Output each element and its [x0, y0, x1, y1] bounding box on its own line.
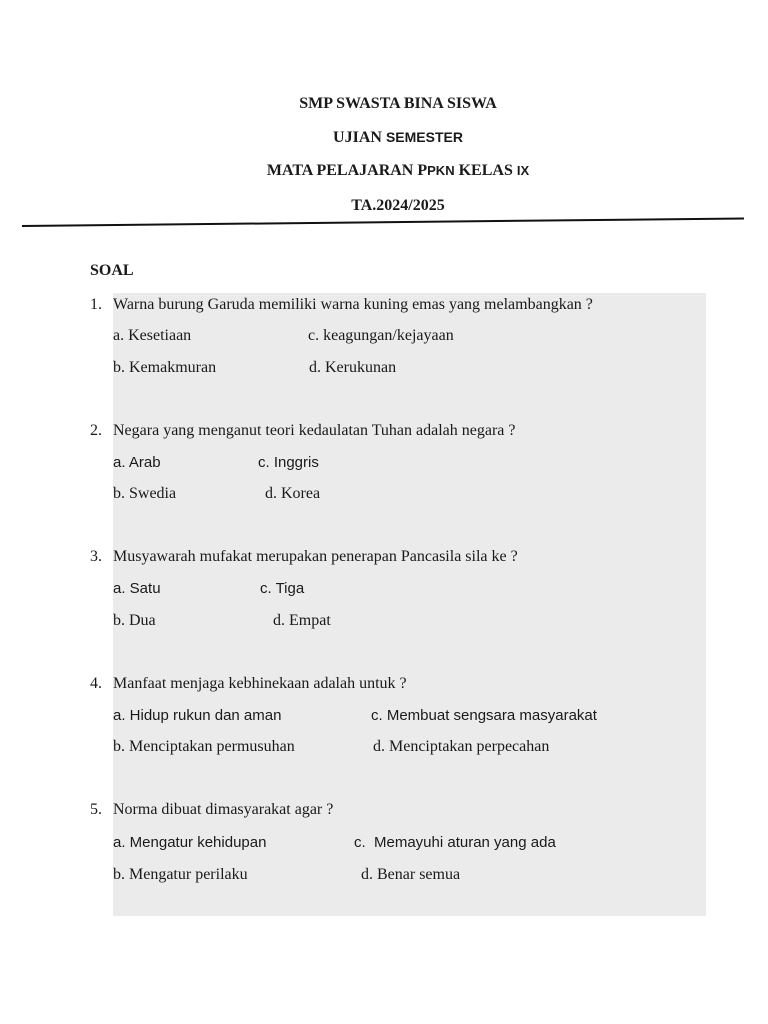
q2-option-d: d. Korea	[265, 485, 321, 502]
question-number: 1.	[90, 296, 102, 313]
q2-option-b: b. Swedia	[113, 485, 177, 502]
question-text: Negara yang menganut teori kedaulatan Tuhan adalah negara ?	[113, 422, 516, 439]
q1-option-b: b. Kemakmuran	[113, 359, 217, 376]
question-text: Norma dibuat dimasyarakat agar ?	[113, 801, 334, 818]
q4-option-d: d. Menciptakan perpecahan	[373, 738, 550, 755]
q1-option-c: c. keagungan/kejayaan	[308, 327, 454, 344]
academic-year: TA.2024/2025	[351, 197, 445, 214]
q4-option-c: c. Membuat sengsara masyarakat	[371, 707, 597, 724]
section-title: SOAL	[90, 262, 134, 279]
q3-option-c: c. Tiga	[260, 580, 305, 597]
question-2	[90, 420, 516, 442]
question-5	[90, 799, 333, 821]
exam-title-part2: SEMESTER	[385, 129, 463, 145]
question-3	[90, 546, 518, 568]
q5-option-d: d. Benar semua	[361, 866, 461, 883]
q1-option-d: d. Kerukunan	[309, 359, 397, 376]
header-divider	[22, 217, 744, 227]
q5-option-c: c. Memayuhi aturan yang ada	[354, 834, 556, 851]
q4-option-a: a. Hidup rukun dan aman	[113, 707, 282, 724]
question-number: 2.	[90, 422, 102, 439]
q4-option-b: b. Menciptakan permusuhan	[113, 738, 295, 755]
question-text: Musyawarah mufakat merupakan penerapan Pancasila sila ke ?	[113, 548, 518, 565]
question-number: 3.	[90, 548, 102, 565]
exam-title-part1: UJIAN	[333, 129, 386, 146]
question-text: Manfaat menjaga kebhinekaan adalah untuk ?	[113, 675, 407, 692]
question-4	[90, 673, 407, 695]
question-number: 4.	[90, 675, 102, 692]
question-1	[90, 294, 593, 316]
q5-option-a: a. Mengatur kehidupan	[113, 834, 267, 851]
q3-option-a: a. Satu	[113, 580, 161, 597]
question-number: 5.	[90, 801, 102, 818]
questions-shading	[113, 293, 706, 916]
subject-line	[0, 161, 768, 181]
q5-option-b: b. Mengatur perilaku	[113, 866, 248, 883]
subject-line-part4: IX	[516, 163, 530, 178]
q3-option-b: b. Dua	[113, 612, 156, 629]
q2-option-c: c. Inggris	[258, 454, 319, 471]
subject-line-part2: PKN	[427, 163, 455, 178]
q2-option-a: a. Arab	[113, 454, 161, 471]
school-name: SMP SWASTA BINA SISWA	[299, 95, 497, 112]
question-text: Warna burung Garuda memiliki warna kuning emas yang melambangkan ?	[113, 296, 593, 313]
q1-option-a: a. Kesetiaan	[113, 327, 192, 344]
subject-line-part1: MATA PELAJARAN P	[266, 162, 428, 179]
q3-option-d: d. Empat	[273, 612, 331, 629]
subject-line-part3: KELAS	[454, 162, 517, 179]
exam-title	[0, 127, 768, 148]
